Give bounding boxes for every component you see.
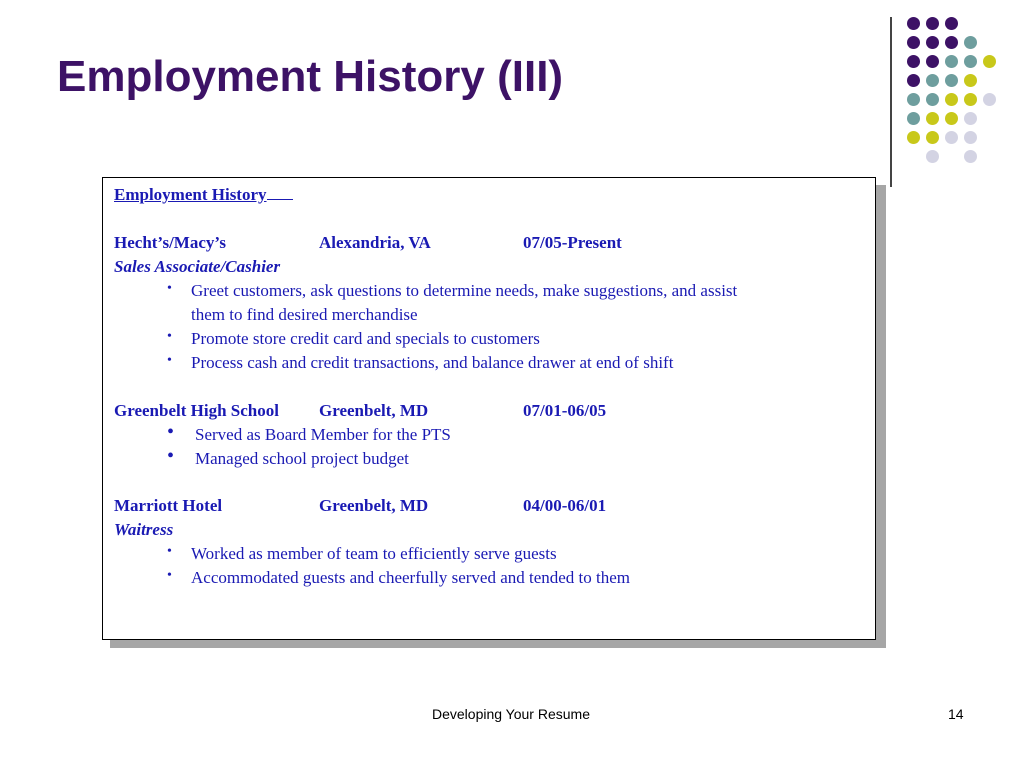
dot [964,131,977,144]
dot [945,93,958,106]
job-location: Alexandria, VA [319,233,431,252]
list-item-text: Greet customers, ask questions to determine needs, make suggestions, and assist [191,281,738,300]
dot [926,17,939,30]
dot [907,93,920,106]
list-item-text: them to find desired merchandise [191,305,418,324]
job-employer: Greenbelt High School [114,401,279,420]
dot [964,93,977,106]
dot [983,55,996,68]
bullet-icon: • [167,329,172,344]
job-dates: 07/01-06/05 [523,401,607,420]
bullet-icon: • [167,353,172,368]
job-role: Sales Associate/Cashier [114,257,281,276]
job-employer: Hecht’s/Macy’s [114,233,227,252]
list-item [167,445,867,471]
footer-title: Developing Your Resume [432,706,590,722]
dot [907,74,920,87]
list-item-text: Managed school project budget [195,449,409,468]
job-heading [114,496,854,518]
dot [945,74,958,87]
job-employer: Marriott Hotel [114,496,223,515]
list-item-text: Process cash and credit transactions, and balance drawer at end of shift [191,353,674,372]
list-item-continuation [167,305,867,327]
resume-excerpt-card [102,177,876,640]
dot [926,74,939,87]
bullet-icon: • [167,445,175,467]
job-heading [114,233,854,255]
bullet-icon: • [167,544,172,559]
dot [945,17,958,30]
section-header-text: Employment History [114,185,267,204]
dot [964,150,977,163]
job-heading [114,401,854,423]
section-header [114,185,293,205]
dot [926,36,939,49]
list-item [167,353,867,375]
dot [926,131,939,144]
dot [964,36,977,49]
bullet-icon: • [167,568,172,583]
job-location: Greenbelt, MD [319,496,429,515]
dot [907,17,920,30]
dot [907,36,920,49]
dot [926,150,939,163]
list-item [167,421,867,447]
dot [945,131,958,144]
dot [945,36,958,49]
divider-line [890,17,892,187]
list-item-text: Accommodated guests and cheerfully served and tended to them [191,568,631,587]
page-number: 14 [948,706,964,722]
decorative-dot-grid [905,12,1015,172]
list-item-text: Worked as member of team to efficiently serve guests [191,544,557,563]
header-underline-tail [267,198,293,200]
list-item [167,544,867,566]
dot [907,131,920,144]
list-item-text: Promote store credit card and specials to customers [191,329,540,348]
list-item [167,568,867,590]
dot [926,55,939,68]
bullet-icon: • [167,421,175,443]
job-location: Greenbelt, MD [319,401,429,420]
list-item [167,281,867,303]
job-dates: 07/05-Present [523,233,622,252]
dot [945,55,958,68]
dot [926,112,939,125]
bullet-icon: • [167,281,172,296]
slide-title: Employment History (III) [57,52,564,101]
dot [907,112,920,125]
job-role: Waitress [114,520,174,539]
list-item-text: Served as Board Member for the PTS [195,425,451,444]
list-item [167,329,867,351]
dot [964,112,977,125]
job-dates: 04/00-06/01 [523,496,607,515]
dot [983,93,996,106]
dot [945,112,958,125]
dot [964,55,977,68]
dot [964,74,977,87]
dot [926,93,939,106]
dot [907,55,920,68]
